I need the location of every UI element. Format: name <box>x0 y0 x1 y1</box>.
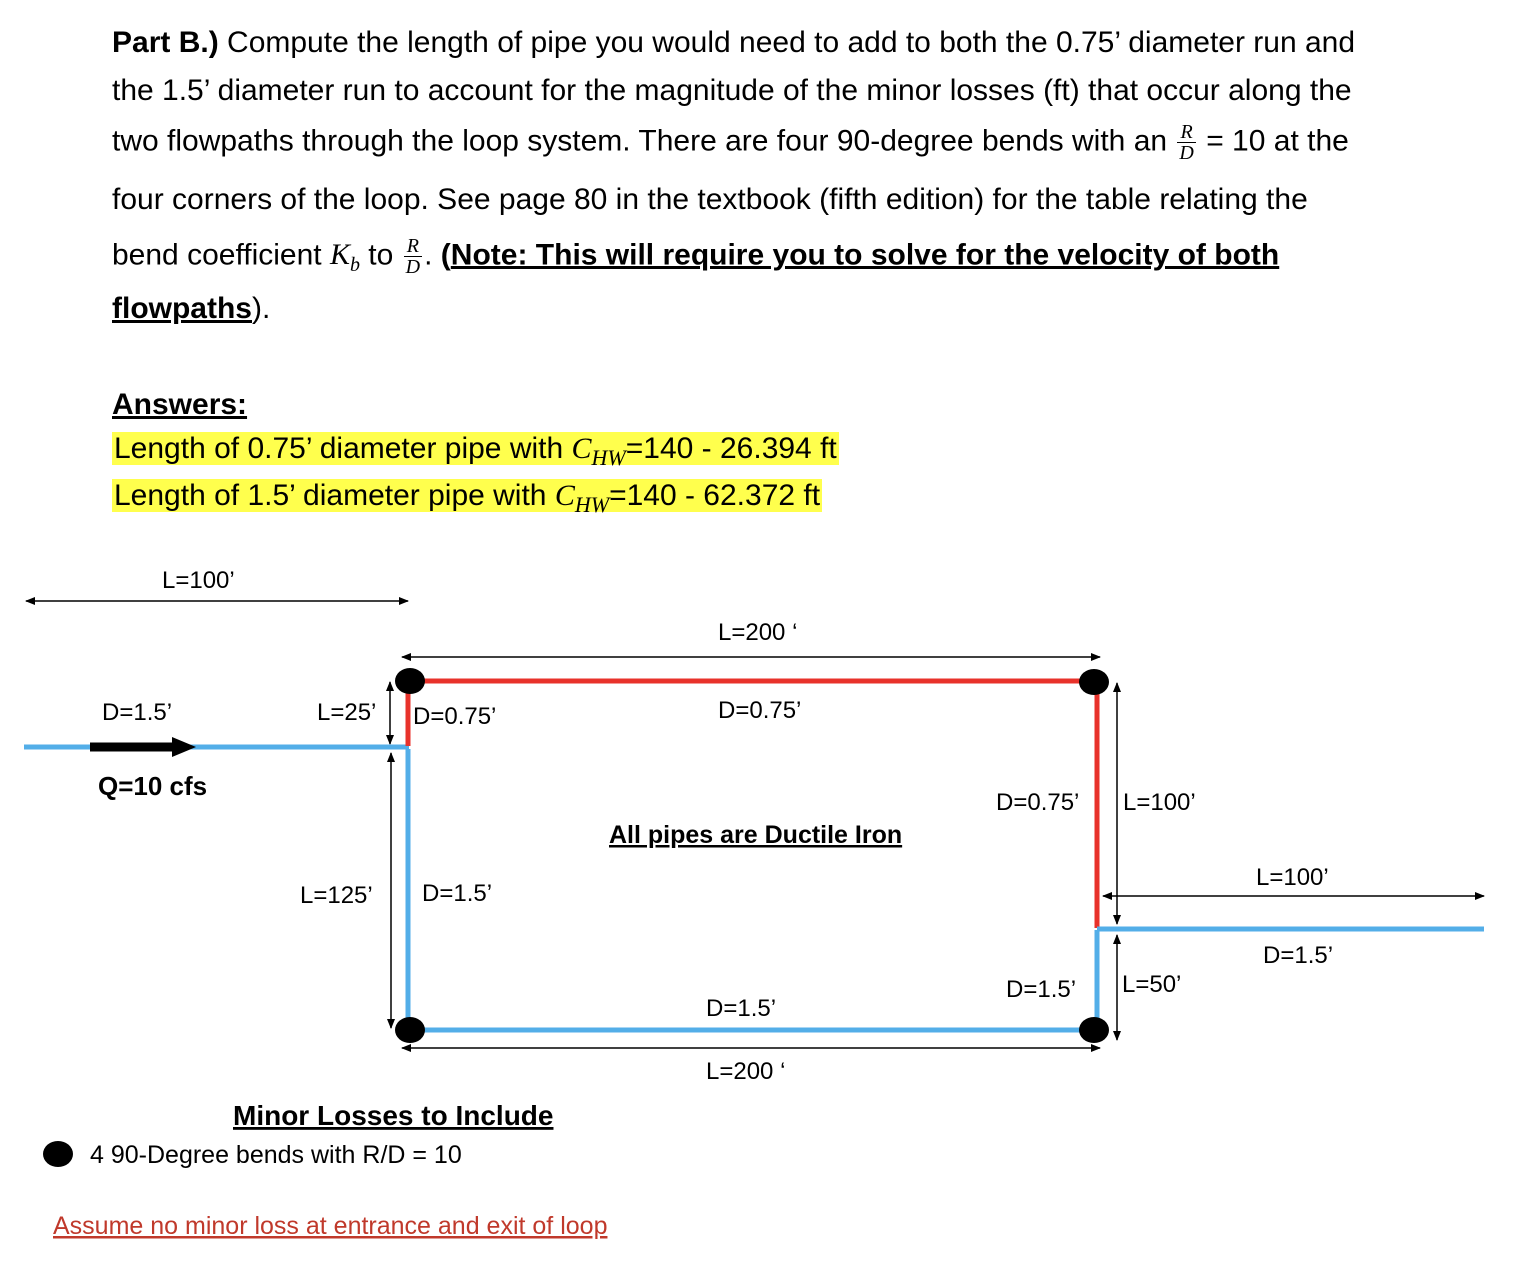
answer-2: Length of 1.5’ diameter pipe with $C_{HW}=140 - 62.372$ ft <box>114 479 821 517</box>
label-bottom-diameter: D=1.5’ <box>706 995 777 1022</box>
r-over-d-fraction: $\frac{R}{D}$ <box>1179 121 1194 164</box>
flow-arrow-icon <box>172 737 196 757</box>
label-outlet-diameter: D=1.5’ <box>1263 942 1334 969</box>
part-label: Part B.) <box>112 26 219 59</box>
problem-line-3: two flowpaths through the loop system. There are four 90-degree bends with an $\frac{R}{D}$ = 10 at the <box>112 121 1349 164</box>
label-left-top-diameter: D=0.75’ <box>413 703 497 730</box>
kb-symbol: $K_b$ <box>329 238 360 277</box>
label-right-top-length: L=100’ <box>1123 789 1196 816</box>
label-right-top-diameter: D=0.75’ <box>996 789 1080 816</box>
bend-bottom-right <box>1079 1017 1109 1043</box>
label-left-bottom-diameter: D=1.5’ <box>422 880 493 907</box>
label-material: All pipes are Ductile Iron <box>609 821 903 849</box>
bend-bottom-left <box>395 1017 425 1043</box>
label-assumption: Assume no minor loss at entrance and exit of loop <box>53 1212 608 1240</box>
problem-line-6: flowpaths). <box>112 292 271 325</box>
problem-line-4: four corners of the loop. See page 80 in the textbook (fifth edition) for the table relating the <box>112 183 1308 216</box>
legend-bend-icon <box>43 1141 73 1167</box>
label-inlet-diameter: D=1.5’ <box>102 699 173 726</box>
r-over-d-fraction-2: $\frac{R}{D}$ <box>405 235 421 278</box>
label-left-bottom-length: L=125’ <box>300 882 373 909</box>
label-top-length: L=200 ‘ <box>718 619 798 646</box>
label-minor-losses-item: 4 90-Degree bends with R/D = 10 <box>90 1141 462 1169</box>
problem-line-5: bend coefficient $K_b$ to $\frac{R}{D}$ . (Note: This will require you to solve for the velocity of both <box>112 235 1280 278</box>
problem-line-1: Part B.) Compute the length of pipe you would need to add to both the 0.75’ diameter run and <box>112 26 1356 59</box>
label-bottom-length: L=200 ‘ <box>706 1058 786 1085</box>
problem-line-2: the 1.5’ diameter run to account for the magnitude of the minor losses (ft) that occur along the <box>112 74 1352 107</box>
answers-heading: Answers: <box>112 388 248 421</box>
label-outlet-length: L=100’ <box>1256 864 1329 891</box>
label-minor-losses-heading: Minor Losses to Include <box>233 1100 554 1131</box>
bend-top-right <box>1079 669 1109 695</box>
label-top-diameter: D=0.75’ <box>718 697 802 724</box>
answer-1: Length of 0.75’ diameter pipe with $C_{HW}=140 - 26.394$ ft <box>114 432 837 470</box>
label-left-top-length: L=25’ <box>317 699 377 726</box>
label-inlet-length: L=100’ <box>162 567 235 594</box>
label-right-bottom-diameter: D=1.5’ <box>1006 976 1077 1003</box>
label-right-bottom-length: L=50’ <box>1122 971 1182 998</box>
bend-top-left <box>395 668 425 694</box>
label-flow: Q=10 cfs <box>98 771 208 801</box>
note-text: Note: This will require you to solve for the velocity of both <box>450 238 1280 272</box>
